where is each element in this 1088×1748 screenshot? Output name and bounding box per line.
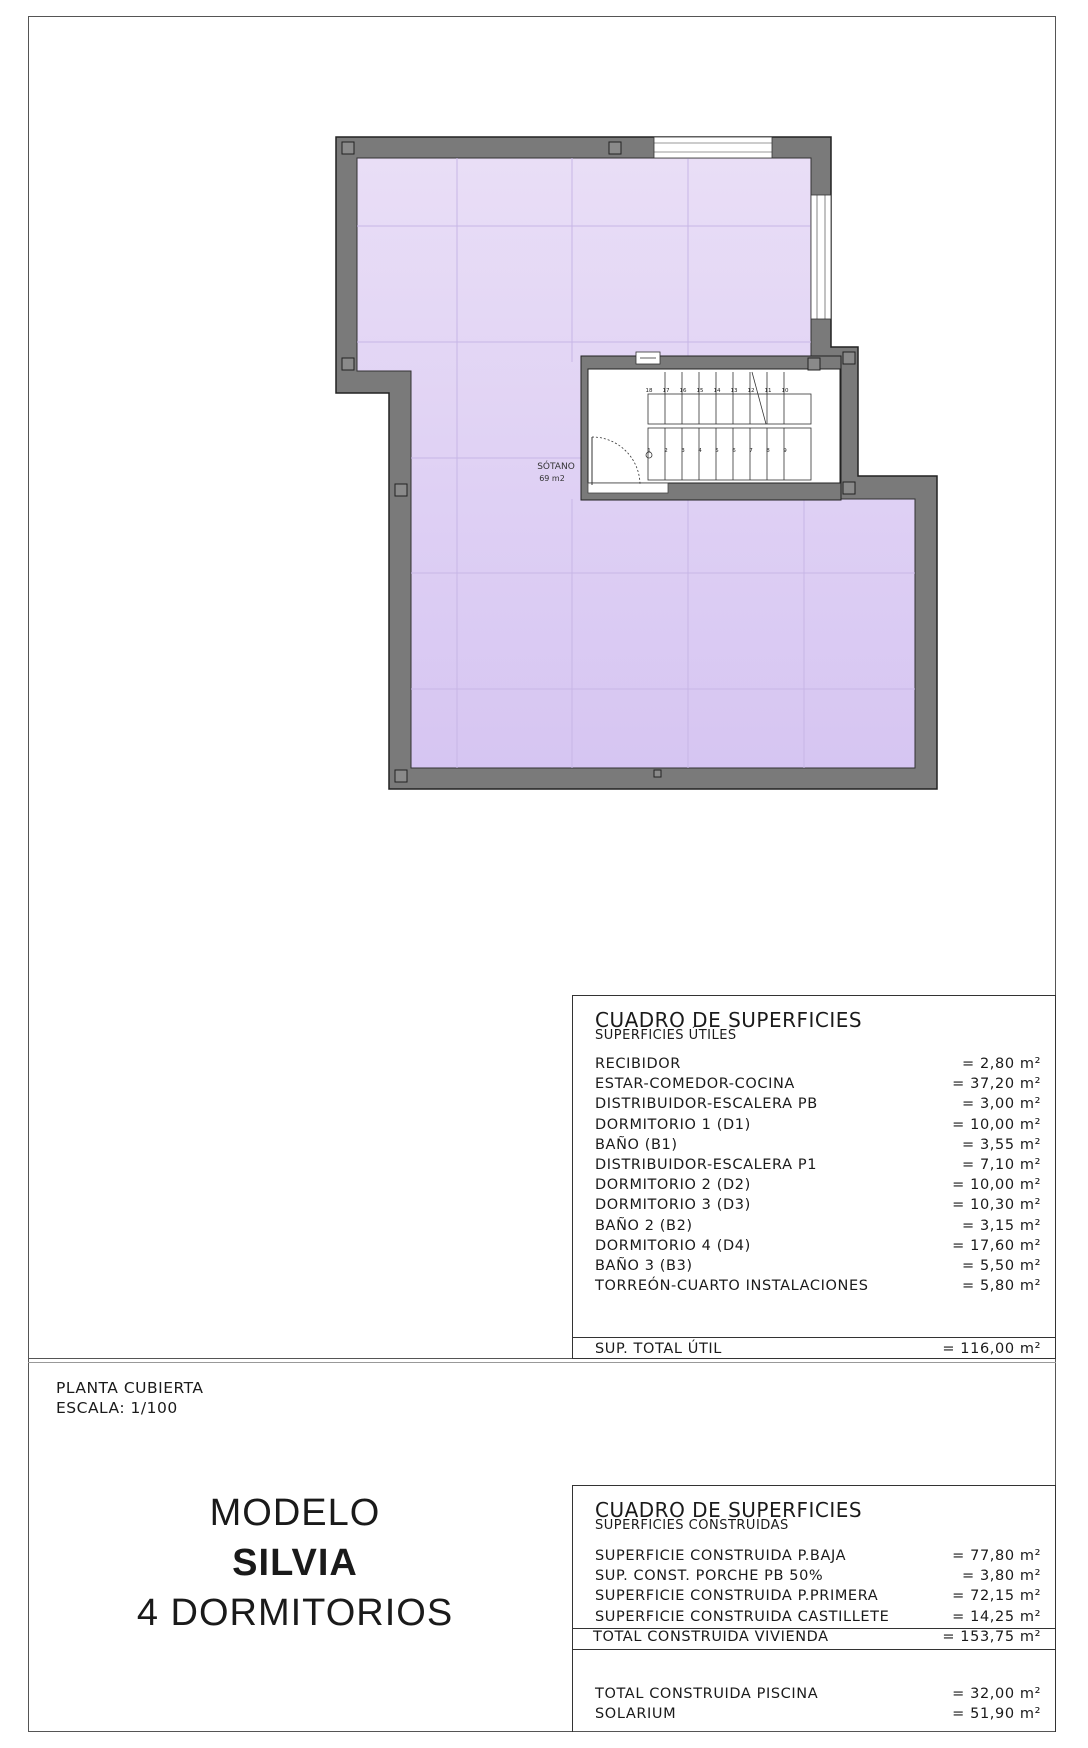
useful-row-value: = 3,55 m² — [962, 1136, 1041, 1153]
built-row-label: SUP. CONST. PORCHE PB 50% — [595, 1568, 824, 1585]
useful-row-label: DORMITORIO 1 (D1) — [595, 1116, 751, 1133]
built-table-title: CUADRO DE SUPERFICIES — [595, 1498, 863, 1522]
stair-step-number: 17 — [662, 388, 670, 394]
built-row-value: = 14,25 m² — [952, 1608, 1041, 1625]
useful-row-value: = 2,80 m² — [962, 1056, 1041, 1072]
built-total-label: TOTAL CONSTRUIDA VIVIENDA — [593, 1629, 829, 1645]
stair-step-number: 8 — [766, 448, 770, 454]
useful-row — [595, 1076, 1041, 1096]
useful-row-value: = 5,50 m² — [962, 1258, 1041, 1274]
stair-step-number: 11 — [764, 388, 772, 394]
useful-row — [595, 1278, 1041, 1298]
useful-row — [595, 1218, 1041, 1238]
useful-row-value: = 10,00 m² — [952, 1116, 1041, 1133]
stair-step-number: 15 — [696, 388, 704, 394]
useful-row-value: = 5,80 m² — [962, 1278, 1041, 1295]
useful-row — [595, 1177, 1041, 1197]
stair-step-number: 12 — [747, 388, 755, 394]
built-table-subtitle: SUPERFICIES CONSTRUIDAS — [595, 1518, 789, 1533]
useful-total-value: = 116,00 m² — [942, 1341, 1041, 1357]
useful-row-value: = 37,20 m² — [952, 1076, 1041, 1093]
useful-row — [595, 1056, 1041, 1076]
stair-numbers-upper — [646, 388, 789, 394]
useful-row-label: DORMITORIO 4 (D4) — [595, 1237, 751, 1254]
room-area: 69 m2 — [539, 474, 565, 483]
useful-row-label: BAÑO 3 (B3) — [595, 1258, 693, 1274]
built-row-value: = 72,15 m² — [952, 1588, 1041, 1605]
useful-row-value: = 7,10 m² — [962, 1157, 1041, 1173]
built-extra-row — [595, 1706, 1041, 1726]
useful-row-value: = 17,60 m² — [952, 1237, 1041, 1254]
useful-row-label: BAÑO 2 (B2) — [595, 1217, 693, 1234]
useful-row-label: DISTRIBUIDOR-ESCALERA P1 — [595, 1157, 818, 1173]
sheet-divider-line-inner — [28, 1362, 1056, 1363]
stair-step-number: 5 — [715, 448, 719, 454]
stair-step-number: 6 — [732, 448, 736, 454]
stair-step-number: 2 — [664, 448, 668, 454]
useful-row-label: DISTRIBUIDOR-ESCALERA PB — [595, 1096, 818, 1113]
useful-row-label: ESTAR-COMEDOR-COCINA — [595, 1076, 795, 1093]
useful-row-value: = 3,00 m² — [962, 1096, 1041, 1113]
built-extra-row-label: SOLARIUM — [595, 1706, 677, 1723]
model-label: MODELO — [209, 1492, 381, 1534]
useful-row — [595, 1096, 1041, 1116]
useful-row-value: = 3,15 m² — [962, 1217, 1041, 1234]
plan-scale: ESCALA: 1/100 — [56, 1399, 178, 1417]
window-right — [811, 195, 831, 319]
built-row-label: SUPERFICIE CONSTRUIDA P.BAJA — [595, 1548, 847, 1564]
window-top — [654, 137, 772, 158]
useful-row — [595, 1117, 1041, 1137]
useful-row-value: = 10,30 m² — [952, 1197, 1041, 1214]
stair-opening — [588, 483, 668, 493]
model-name: SILVIA — [232, 1542, 358, 1584]
stair-step-number: 18 — [645, 388, 653, 394]
surfaces-built-table — [572, 1485, 1056, 1732]
built-extra-row-label: TOTAL CONSTRUIDA PISCINA — [595, 1686, 819, 1702]
built-row — [595, 1548, 1041, 1568]
useful-row-label: TORREÓN-CUARTO INSTALACIONES — [595, 1278, 869, 1295]
stair-step-number: 3 — [681, 448, 685, 454]
useful-total-label: SUP. TOTAL ÚTIL — [595, 1341, 722, 1357]
stair-step-number: 7 — [749, 448, 753, 454]
built-row — [595, 1609, 1041, 1629]
stair-step-number: 9 — [783, 448, 787, 454]
sheet-caption — [56, 1378, 204, 1418]
stair-step-number: 1 — [647, 448, 651, 454]
stair-step-number: 14 — [713, 388, 721, 394]
useful-row — [595, 1258, 1041, 1278]
useful-row — [595, 1157, 1041, 1177]
room-name: SÓTANO — [537, 462, 575, 472]
built-extra-row-value: = 51,90 m² — [952, 1706, 1041, 1723]
built-row — [595, 1588, 1041, 1608]
stair-room — [588, 369, 840, 483]
useful-row — [595, 1137, 1041, 1157]
built-row-label: SUPERFICIE CONSTRUIDA P.PRIMERA — [595, 1588, 879, 1605]
floor-plan — [0, 0, 1088, 820]
built-total-row — [595, 1629, 1041, 1649]
built-row-value: = 3,80 m² — [962, 1568, 1041, 1585]
built-extra-row-value: = 32,00 m² — [952, 1686, 1041, 1702]
built-row — [595, 1568, 1041, 1588]
useful-row-label: DORMITORIO 3 (D3) — [595, 1197, 751, 1214]
model-title-block — [100, 1488, 490, 1638]
useful-row — [595, 1197, 1041, 1217]
stair-step-number: 4 — [698, 448, 702, 454]
useful-table-title: CUADRO DE SUPERFICIES — [595, 1008, 863, 1032]
built-row-value: = 77,80 m² — [952, 1548, 1041, 1564]
built-row-label: SUPERFICIE CONSTRUIDA CASTILLETE — [595, 1608, 890, 1625]
useful-total-row — [595, 1341, 1041, 1361]
built-total-value: = 153,75 m² — [942, 1629, 1041, 1645]
useful-table-subtitle: SUPERFICIES ÚTILES — [595, 1028, 737, 1043]
useful-row-label: BAÑO (B1) — [595, 1136, 678, 1153]
stair-step-number: 13 — [730, 388, 738, 394]
useful-row-label: RECIBIDOR — [595, 1056, 681, 1072]
model-bedrooms: 4 DORMITORIOS — [136, 1592, 454, 1634]
surfaces-useful-table — [572, 995, 1056, 1359]
useful-row-label: DORMITORIO 2 (D2) — [595, 1177, 751, 1194]
plan-name: PLANTA CUBIERTA — [56, 1379, 204, 1397]
useful-row-value: = 10,00 m² — [952, 1177, 1041, 1194]
useful-row — [595, 1238, 1041, 1258]
stair-step-number: 16 — [679, 388, 687, 394]
stair-step-number: 10 — [781, 388, 789, 394]
built-extra-row — [595, 1686, 1041, 1706]
